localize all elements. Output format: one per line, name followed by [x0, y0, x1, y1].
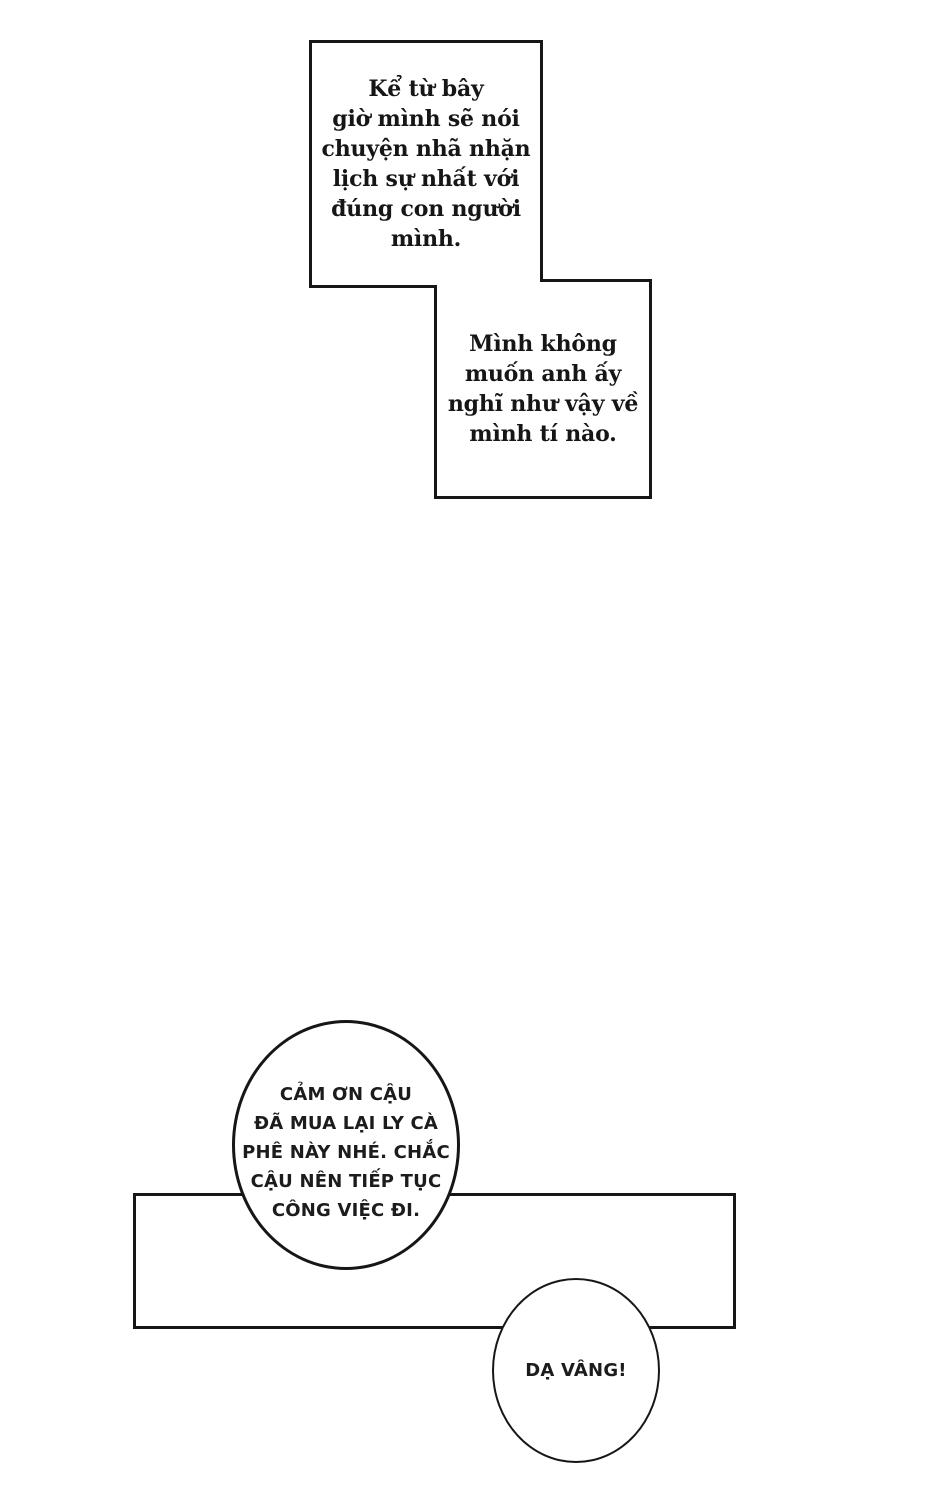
text-line: mình tí nào.	[469, 421, 617, 447]
text-line: chuyện nhã nhặn	[321, 136, 531, 162]
text-line: DẠ VÂNG!	[525, 1360, 627, 1381]
text-line: CẢM ƠN CẬU	[279, 1083, 413, 1105]
text-line: Kể từ bây	[368, 76, 484, 102]
text-line: CÔNG VIỆC ĐI.	[271, 1199, 421, 1221]
text-line: Mình không	[469, 331, 617, 357]
text-line: PHÊ NÀY NHÉ. CHẮC	[242, 1141, 450, 1163]
speech-bubble-oval-text	[232, 1020, 460, 1270]
thought-box-1-text	[309, 40, 543, 288]
text-line: giờ mình sẽ nói	[332, 106, 520, 132]
thought-box-2-text	[434, 279, 652, 499]
text-line: muốn anh ấy	[464, 361, 622, 387]
text-line: CẬU NÊN TIẾP TỤC	[250, 1170, 442, 1192]
text-line: đúng con người	[331, 196, 521, 222]
text-line: nghĩ như vậy về	[447, 391, 639, 417]
text-line: ĐÃ MUA LẠI LY CÀ	[253, 1112, 439, 1134]
text-line: mình.	[390, 226, 462, 252]
speech-bubble-reply-text	[492, 1278, 660, 1463]
text-line: lịch sự nhất với	[332, 166, 520, 192]
